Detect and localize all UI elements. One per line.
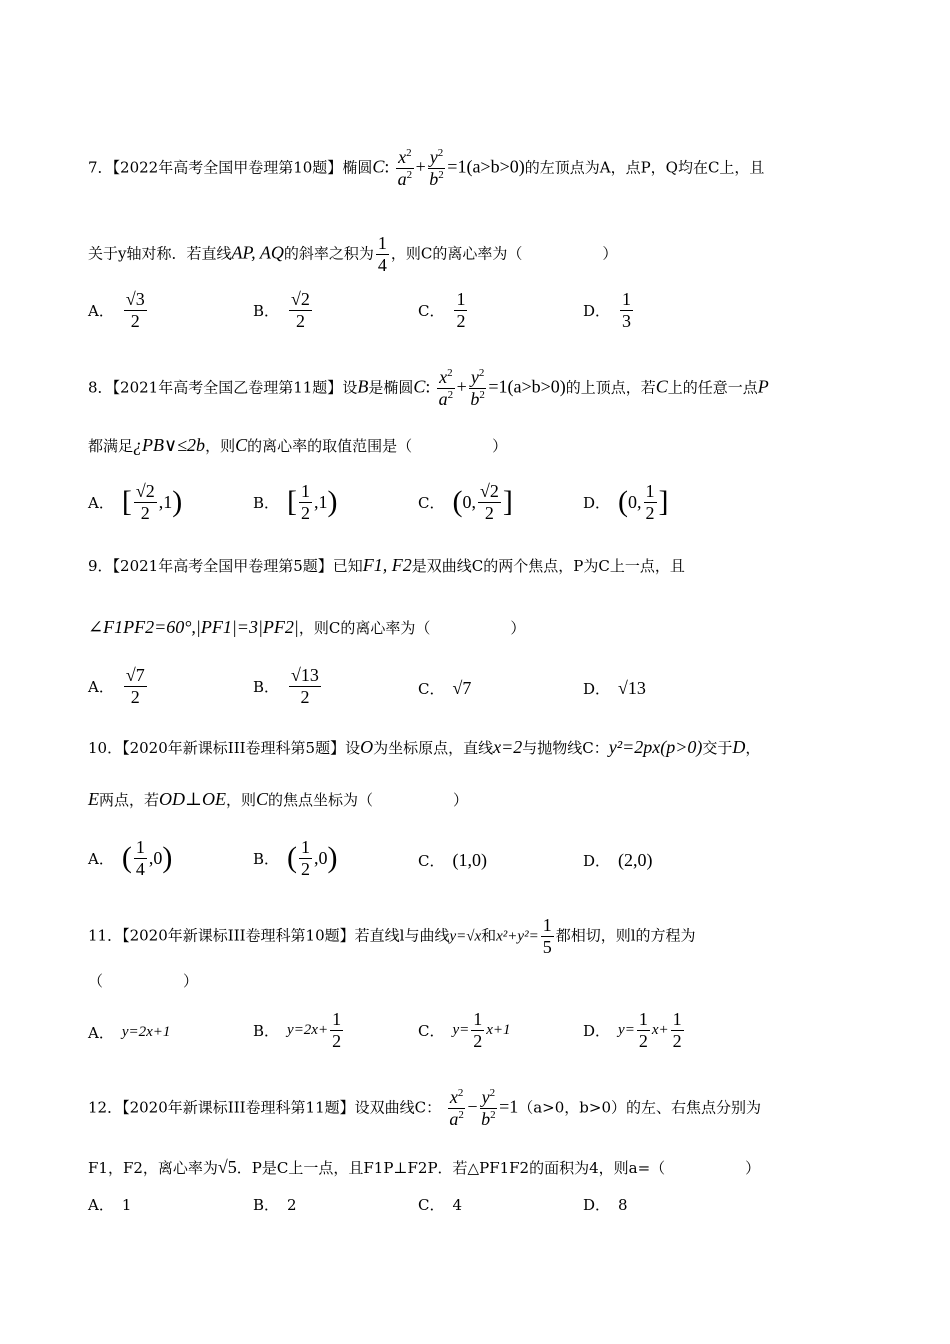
- q7-line2: 关于y轴对称．若直线AP, AQ的斜率之积为 $\frac{1}{4}$ ，则C的离心率为（ ）: [88, 233, 618, 275]
- q9-option-d[interactable]: D． √13: [583, 678, 646, 698]
- q12-option-a[interactable]: A． 1: [88, 1195, 132, 1214]
- q10-line1: 10．【2020年新课标III卷理科第5题】设O为坐标原点，直线x=2与抛物线C：y²=2px(p>0)交于D，: [88, 737, 761, 757]
- q10-option-c[interactable]: C． (1,0): [418, 850, 487, 870]
- q7-option-c[interactable]: C． $\frac{1}{2}$: [418, 289, 466, 331]
- q9-option-c[interactable]: C． √7: [418, 678, 472, 698]
- q7-option-a[interactable]: A． $\frac{√3}{2}$: [88, 289, 145, 331]
- q10-line2: E两点，若OD⊥OE，则C的焦点坐标为（ ）: [88, 789, 468, 809]
- q7-line1: 7．【2022年高考全国甲卷理第10题】椭圆C: $\frac{x^2}{a^2}$ + $\frac{y^2}{b^2}$ =1(a>b>0)的左顶点为A，点P，Q均在C上，且: [88, 147, 765, 189]
- q10-option-b[interactable]: B． ( $\frac{1}{2}$ ,0 ): [253, 837, 338, 879]
- q9-line1: 9．【2021年高考全国甲卷理第5题】已知F1, F2是双曲线C的两个焦点，P为C上一点，且: [88, 555, 685, 575]
- q8-option-d[interactable]: D． ( 0, $\frac{1}{2}$ ]: [583, 481, 669, 523]
- q12-option-d[interactable]: D． 8: [583, 1195, 628, 1214]
- q8-option-c[interactable]: C． ( 0, $\frac{√2}{2}$ ]: [418, 481, 513, 523]
- q7-option-b[interactable]: B． $\frac{√2}{2}$: [253, 289, 310, 331]
- q11-line2: （ ）: [88, 972, 199, 990]
- q9-option-a[interactable]: A． $\frac{√7}{2}$: [88, 665, 145, 707]
- q8-line1: 8．【2021年高考全国乙卷理第11题】设B是椭圆C: $\frac{x^2}{a^2}$ + $\frac{y^2}{b^2}$ =1(a>b>0)的上顶点，若C上的任意一点P: [88, 367, 769, 409]
- q7-option-d[interactable]: D． $\frac{1}{3}$: [583, 289, 632, 331]
- q10-option-d[interactable]: D． (2,0): [583, 850, 653, 870]
- q12-option-c[interactable]: C． 4: [418, 1195, 463, 1214]
- q12-line1: 12．【2020年新课标III卷理科第11题】设双曲线C： $\frac{x^2}{a^2}$ − $\frac{y^2}{b^2}$ =1（a>0，b>0）的左、右焦点分别为: [88, 1087, 761, 1129]
- q12-line2: F1，F2，离心率为√5．P是C上一点，且F1P⊥F2P．若△PF1F2的面积为4，则a=（ ）: [88, 1157, 761, 1177]
- q8-option-b[interactable]: B． [ $\frac{1}{2}$ ,1 ): [253, 481, 338, 523]
- q9-line2: ∠F1PF2=60°,|PF1|=3|PF2|，则C的离心率为（ ）: [88, 617, 526, 637]
- q11-option-a[interactable]: A． y=2x+1: [88, 1024, 171, 1042]
- q11-option-b[interactable]: B． y=2x+ $\frac{1}{2}$: [253, 1009, 342, 1051]
- q11-option-c[interactable]: C． y= $\frac{1}{2}$ x+1: [418, 1009, 511, 1051]
- q11-line1: 11．【2020年新课标III卷理科第10题】若直线l与曲线y=√x和x²+y²= $\frac{1}{5}$ 都相切，则l的方程为: [88, 915, 696, 957]
- q8-option-a[interactable]: A． [ $\frac{√2}{2}$ ,1 ): [88, 481, 183, 523]
- q8-line2: 都满足¿PB∨≤2b，则C的离心率的取值范围是（ ）: [88, 435, 508, 455]
- q9-option-b[interactable]: B． $\frac{√13}{2}$: [253, 665, 319, 707]
- q10-option-a[interactable]: A． ( $\frac{1}{4}$ ,0 ): [88, 837, 173, 879]
- q11-option-d[interactable]: D． y= $\frac{1}{2}$ x+ $\frac{1}{2}$: [583, 1009, 682, 1051]
- q12-option-b[interactable]: B． 2: [253, 1195, 297, 1214]
